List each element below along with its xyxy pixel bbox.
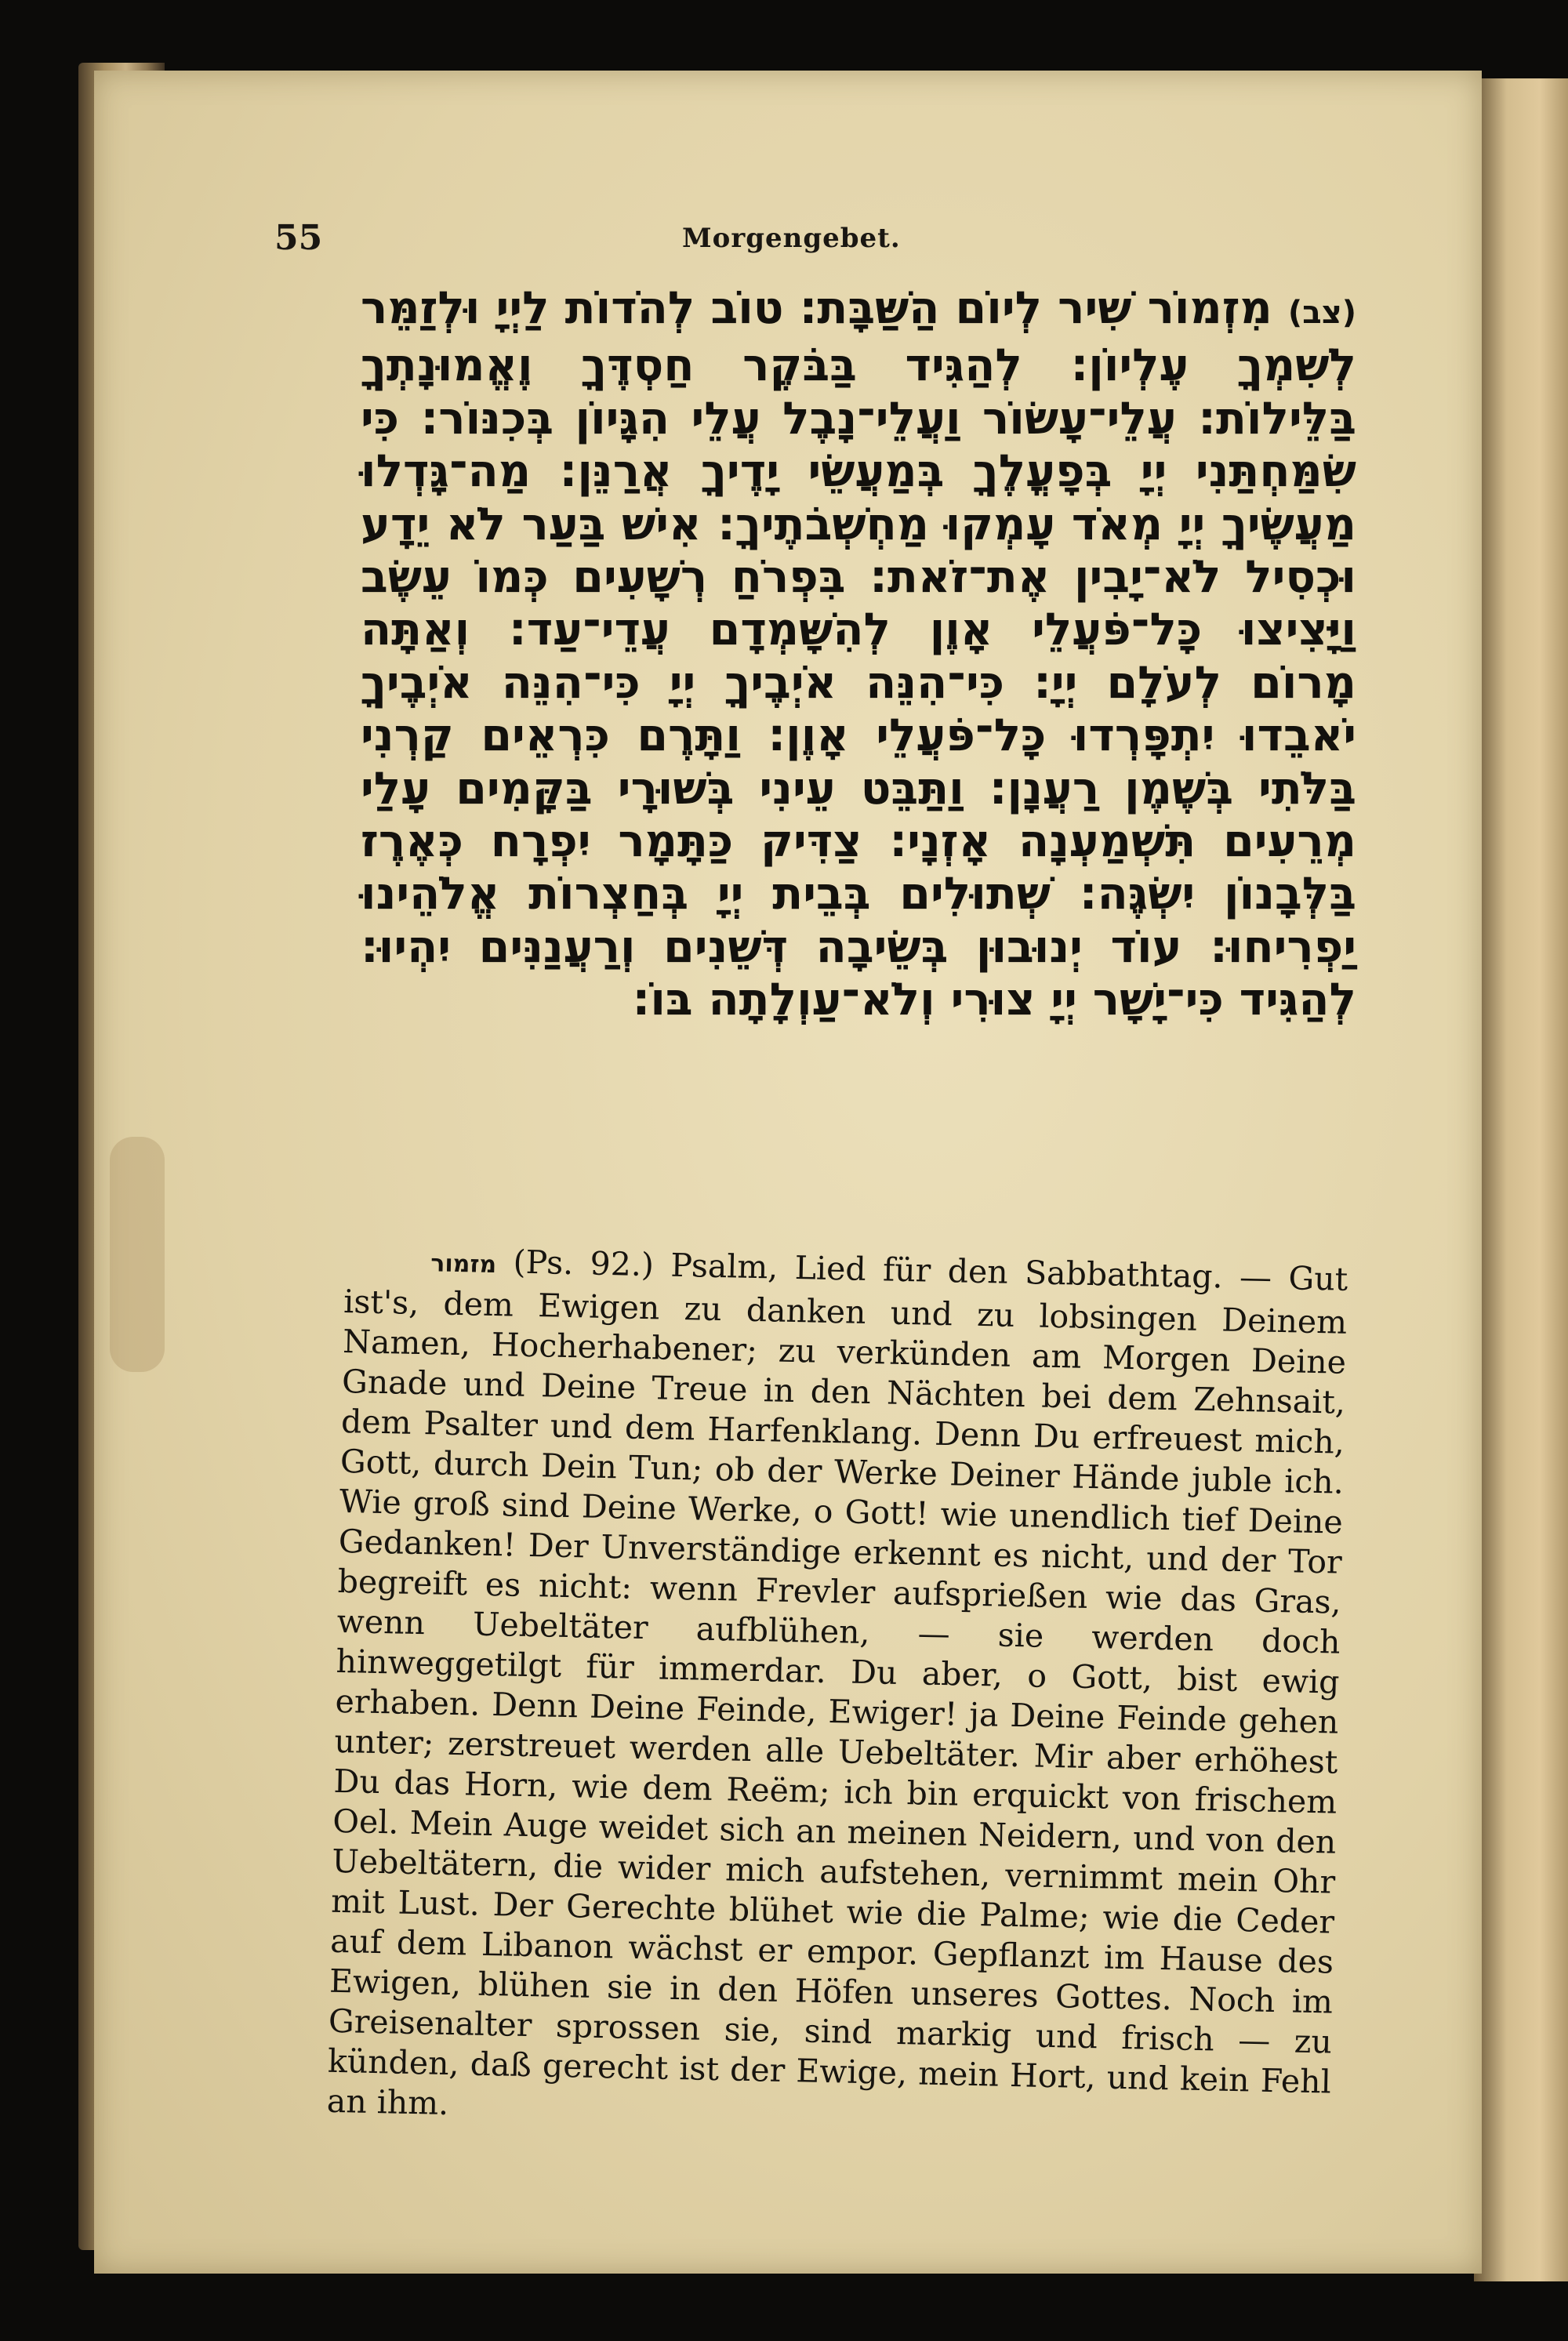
hebrew-body: מִזְמוֹר שִׁיר לְיוֹם הַשַּׁבָּת: טוֹב לְהֹדוֹת לַיְיָ וּלְזַמֵּר לְשִׁמְךָ עֶלְיוֹן: לְהַגִּיד בַּבֹּקֶר חַסְדֶּךָ וֶאֱמוּנָתְךָ בַּלֵּילוֹת: עֲלֵי־עָשׂוֹר וַעֲלֵי־נָבֶל עֲלֵי הִגָּיוֹן בְּכִנּוֹר: כִּי שִׂמַּחְתַּנִי יְיָ בְּפָעֳלֶךָ בְּמַעֲשֵׂי יָדֶיךָ אֲרַנֵּן: מַה־גָּדְלוּ מַעֲשֶׂיךָ יְיָ מְאֹד עָמְקוּ מַחְשְׁבֹתֶיךָ: אִישׁ בַּעַר לֹא יֵדָע וּכְסִיל לֹא־יָבִין אֶת־זֹאת: בִּפְרֹחַ רְשָׁעִים כְּמוֹ עֵשֶׂב וַיָּצִיצוּ כָּל־פֹּעֲלֵי אָוֶן לְהִשָּׁמְדָם עֲדֵי־עַד: וְאַתָּה מָרוֹם לְעֹלָם יְיָ: כִּי־הִנֵּה אֹיְבֶיךָ יְיָ כִּי־הִנֵּה אֹיְבֶיךָ יֹאבֵדוּ יִתְפָּרְדוּ כָּל־פֹּעֲלֵי אָוֶן: וַתָּרֶם כִּרְאֵים קַרְנִי בַּלֹּתִי בְּשֶׁמֶן רַעֲנָן: וַתַּבֵּט עֵינִי בְּשׁוּרָי בַּקָּמִים עָלַי מְרֵעִים תִּשְׁמַעְנָה אָזְנָי: צַדִּיק כַּתָּמָר יִפְרָח כְּאֶרֶז בַּלְּבָנוֹן יִשְׂגֶּה: שְׁתוּלִים בְּבֵית יְיָ בְּחַצְרוֹת אֱלֹהֵינוּ יַפְרִיחוּ: עוֹד יְנוּבוּן בְּשֵׂיבָה דְּשֵׁנִים וְרַעֲנַנִּים יִהְיוּ: לְהַגִּיד כִּי־יָשָׁר יְיָ צוּרִי וְלֹא־עַוְלָתָה בּוֹ: <box>361 282 1356 1026</box>
german-translation <box>326 1239 1348 2143</box>
hebrew-psalm-text <box>361 282 1356 1027</box>
psalm-reference: (צב) <box>1287 295 1356 331</box>
running-title: Morgengebet. <box>682 223 901 254</box>
page-number: 55 <box>274 218 323 258</box>
book-edge-right <box>1474 78 1568 2281</box>
translation-body: (Ps. 92.) Psalm, Lied für den Sabbathtag. — Gut ist's, dem Ewigen zu danken und zu lobsingen Deinem Namen, Hocherhabener; zu verkünden am Morgen Deine Gnade und Deine Treue in den Nächten bei dem Zehnsait, dem Psalter und dem Harfenklang. Denn Du erfreuest mich, Gott, durch Dein Tun; ob der Werke Deiner Hände juble ich. Wie groß sind Deine Werke, o Gott! wie unendlich tief Deine Gedanken! Der Unverständige erkennt es nicht, und der Tor begreift es nicht: wenn Frevler aufsprießen wie das Gras, wenn Uebeltäter aufblühen, — sie werden doch hinweggetilgt für immerdar. Du aber, o Gott, bist ewig erhaben. Denn Deine Feinde, Ewiger! ja Deine Feinde gehen unter; zerstreuet werden alle Uebeltäter. Mir aber erhöhest Du das Horn, wie dem Reëm; ich bin erquickt von frischem Oel. Mein Auge weidet sich an meinen Neidern, und von den Uebeltätern, die wider mich aufstehen, vernimmt mein Ohr mit Lust. Der Gerechte blühet wie die Palme; wie die Ceder auf dem Libanon wächst er empor. Gepflanzt im Hause des Ewigen, blühen sie in den Höfen unseres Gottes. Noch im Greisenalter sprossen sie, sind markig und frisch — zu künden, daß gerecht ist der Ewige, mein Hort, und kein Fehl an ihm. <box>326 1243 1348 2123</box>
page-stain <box>110 1137 165 1372</box>
translation-keyword: מזמור <box>430 1250 497 1279</box>
page-header <box>274 218 1450 265</box>
